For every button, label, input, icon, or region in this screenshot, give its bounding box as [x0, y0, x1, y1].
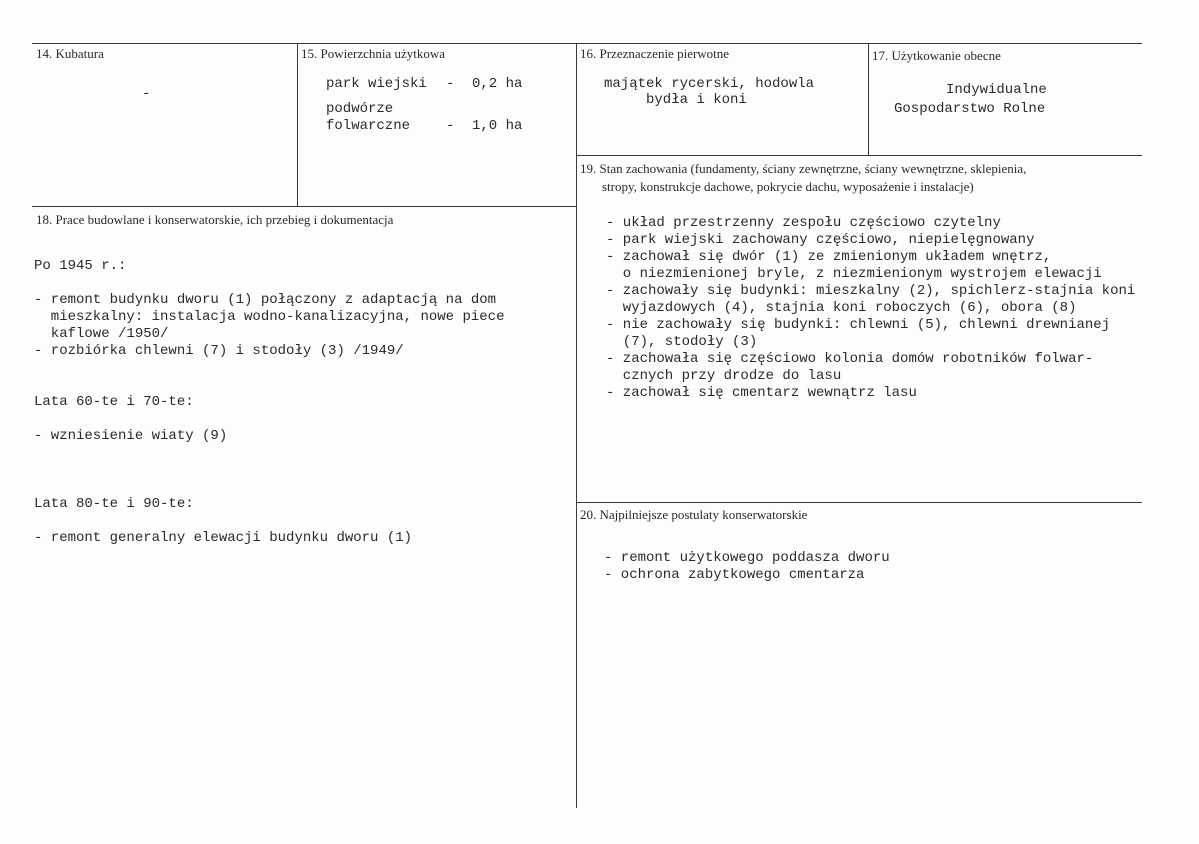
field-15-row1-dash: - [446, 76, 455, 92]
rule-above-18 [32, 206, 577, 207]
field-15-row1-name: park wiejski [326, 76, 427, 92]
field-19-line: cznych przy drodze do lasu [606, 368, 842, 384]
field-16-label: 16. Przeznaczenie pierwotne [580, 46, 730, 61]
divider-14-15 [297, 43, 298, 206]
field-18-line: kaflowe /1950/ [34, 326, 169, 342]
field-19-line: - zachował się cmentarz wewnątrz lasu [606, 385, 917, 401]
field-17-label: 17. Użytkowanie obecne [872, 48, 1001, 63]
field-15-row2-dash: - [446, 118, 455, 134]
field-18-heading-1: Po 1945 r.: [34, 258, 127, 274]
field-20-line: - remont użytkowego poddasza dworu [604, 550, 890, 566]
rule-under-16-17 [576, 155, 1142, 156]
field-15-row2-value: 1,0 ha [472, 118, 523, 134]
field-18-line: - remont budynku dworu (1) połączony z adaptacją na dom [34, 292, 497, 308]
field-19-line: - nie zachowały się budynki: chlewni (5), chlewni drewnianej [606, 317, 1111, 333]
field-19-line: - park wiejski zachowany częściowo, niepielęgnowany [606, 232, 1035, 248]
divider-center [576, 43, 577, 808]
field-16-line1: majątek rycerski, hodowla [604, 76, 815, 92]
field-19-line: (7), stodoły (3) [606, 334, 758, 350]
field-18-content [34, 258, 504, 547]
field-18-line: - rozbiórka chlewni (7) i stodoły (3) /1949/ [34, 343, 404, 359]
field-18-line: mieszkalny: instalacja wodno-kanalizacyjna, nowe piece [34, 309, 505, 325]
field-15-row1-value: 0,2 ha [472, 76, 523, 92]
field-19-label-line1: 19. Stan zachowania (fundamenty, ściany zewnętrzne, ściany wewnętrzne, sklepienia, [580, 161, 1027, 176]
field-14-value: - [142, 86, 151, 102]
field-19-content [606, 215, 1135, 402]
field-18-line: - wzniesienie wiaty (9) [34, 428, 228, 444]
field-19-label-line2: stropy, konstrukcje dachowe, pokrycie dachu, wyposażenie i instalacje) [602, 179, 974, 194]
field-20-content [604, 550, 890, 584]
field-17-line2: Gospodarstwo Rolne [894, 101, 1046, 117]
field-18-line: - remont generalny elewacji budynku dworu (1) [34, 530, 413, 546]
field-15-row2-name2: folwarczne [326, 118, 411, 134]
field-18-heading-2: Lata 60-te i 70-te: [34, 394, 194, 410]
field-18-heading-3: Lata 80-te i 90-te: [34, 496, 194, 512]
field-15-row2-name1: podwórze [326, 101, 394, 117]
field-20-line: - ochrona zabytkowego cmentarza [604, 567, 865, 583]
field-19-line: wyjazdowych (4), stajnia koni roboczych (6), obora (8) [606, 300, 1077, 316]
field-19-line: - układ przestrzenny zespołu częściowo czytelny [606, 215, 1001, 231]
field-19-line: o niezmienionej bryle, z niezmienionym wystrojem elewacji [606, 266, 1102, 282]
field-18-label: 18. Prace budowlane i konserwatorskie, ich przebieg i dokumentacja [36, 212, 394, 227]
field-19-line: - zachowała się częściowo kolonia domów robotników folwar- [606, 351, 1094, 367]
field-20-label: 20. Najpilniejsze postulaty konserwatorskie [580, 507, 808, 522]
divider-16-17 [868, 43, 869, 155]
top-rule [32, 43, 1142, 44]
field-15-label: 15. Powierzchnia użytkowa [301, 46, 446, 61]
field-16-line2: bydła i koni [646, 92, 747, 108]
field-19-line: - zachował się dwór (1) ze zmienionym układem wnętrz, [606, 249, 1052, 265]
field-17-line1: Indywidualne [946, 82, 1047, 98]
field-14-label: 14. Kubatura [36, 46, 104, 61]
field-19-line: - zachowały się budynki: mieszkalny (2), spichlerz-stajnia koni [606, 283, 1136, 299]
rule-above-20 [576, 502, 1142, 503]
